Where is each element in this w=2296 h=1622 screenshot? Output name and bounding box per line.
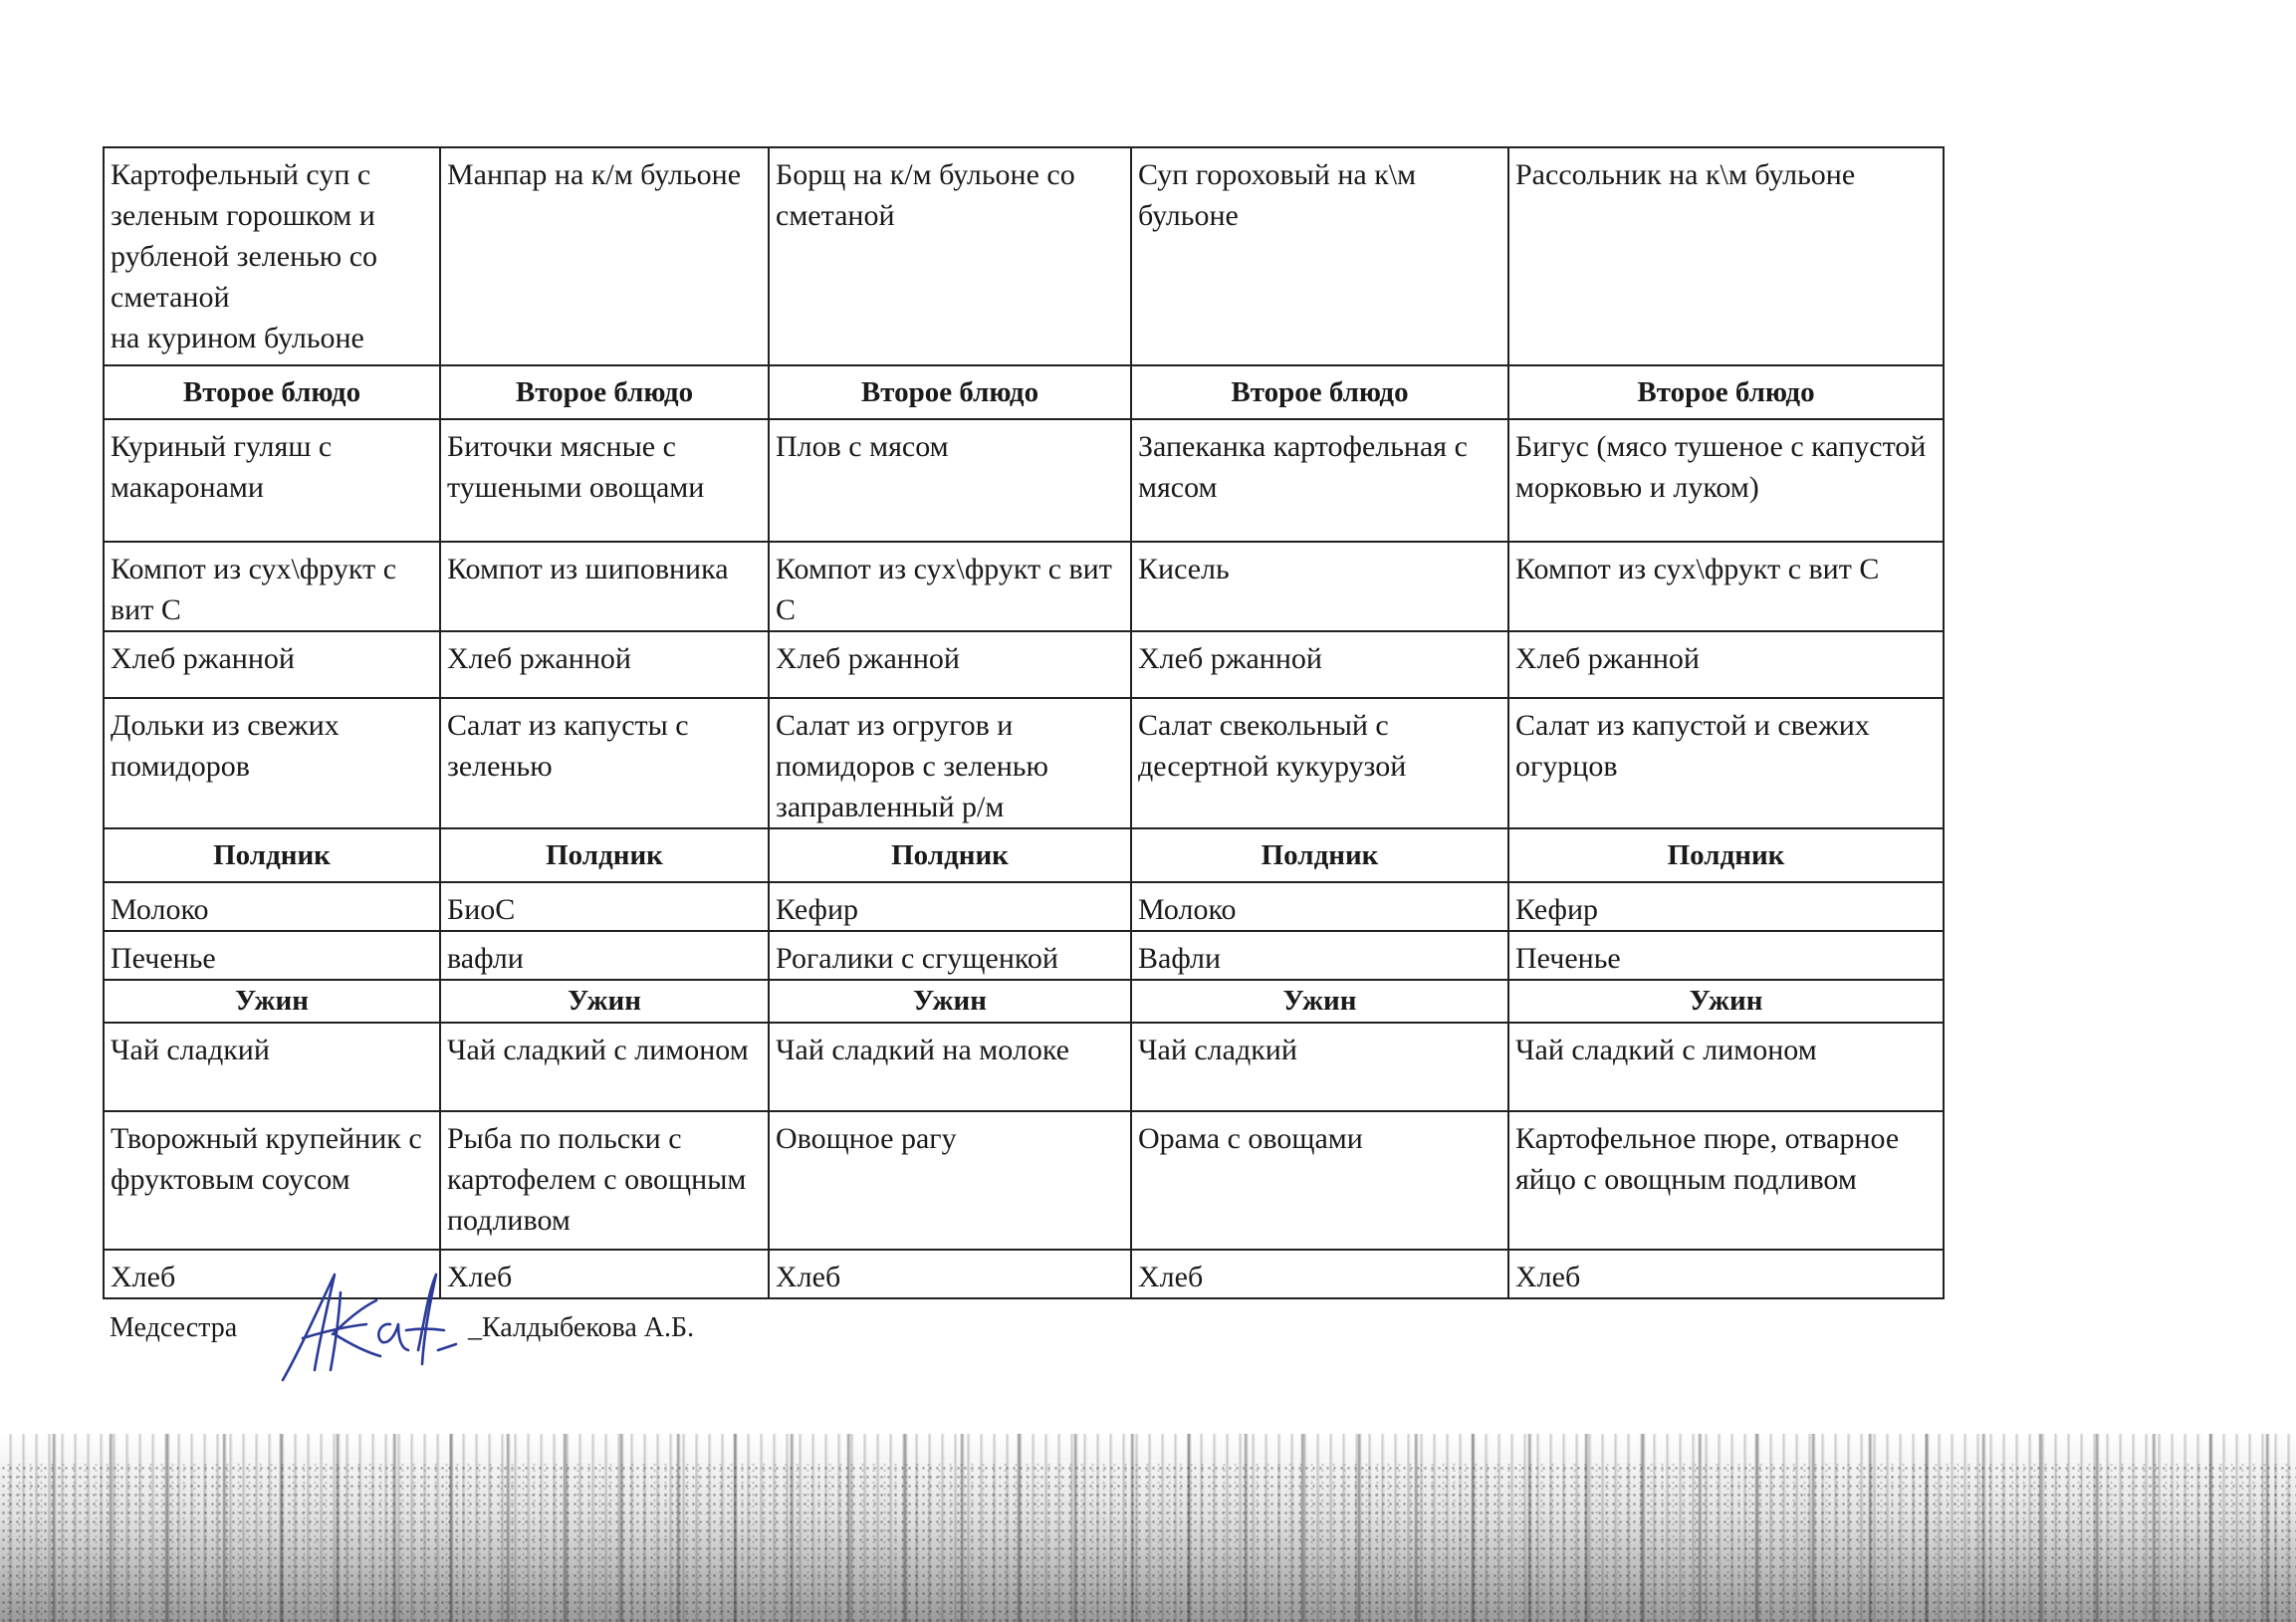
- menu-cell-tuesday: Манпар на к/м бульоне: [440, 147, 769, 365]
- menu-cell-thursday: Салат свекольный с десертной кукурузой: [1131, 698, 1508, 828]
- menu-cell-monday: Дольки из свежих помидоров: [104, 698, 440, 828]
- menu-cell-tuesday: Чай сладкий с лимоном: [440, 1023, 769, 1111]
- footer-role: Медсестра: [110, 1312, 238, 1343]
- section-header-cell-monday: Второе блюдо: [104, 365, 440, 419]
- section-header-cell-wednesday: Второе блюдо: [769, 365, 1131, 419]
- menu-cell-tuesday: Хлеб ржанной: [440, 631, 769, 698]
- menu-cell-friday: Кефир: [1508, 882, 1944, 931]
- menu-cell-wednesday: Хлеб ржанной: [769, 631, 1131, 698]
- menu-cell-thursday: Молоко: [1131, 882, 1508, 931]
- menu-cell-friday: Чай сладкий с лимоном: [1508, 1023, 1944, 1111]
- menu-cell-tuesday: Биточки мясные с тушеными овощами: [440, 419, 769, 542]
- menu-cell-wednesday: Чай сладкий на молоке: [769, 1023, 1131, 1111]
- menu-row: [104, 419, 1944, 542]
- menu-cell-thursday: Чай сладкий: [1131, 1023, 1508, 1111]
- menu-cell-wednesday: Салат из огругов и помидоров с зеленью заправленный р/м: [769, 698, 1131, 828]
- section-header-row: [104, 980, 1944, 1023]
- menu-cell-monday: Хлеб ржанной: [104, 631, 440, 698]
- menu-cell-thursday: Хлеб: [1131, 1250, 1508, 1298]
- menu-cell-monday: Печенье: [104, 931, 440, 980]
- menu-cell-wednesday: Компот из сух\фрукт с вит С: [769, 542, 1131, 631]
- menu-cell-tuesday: БиоС: [440, 882, 769, 931]
- menu-cell-thursday: Кисель: [1131, 542, 1508, 631]
- menu-cell-tuesday: Салат из капусты с зеленью: [440, 698, 769, 828]
- menu-row: [104, 542, 1944, 631]
- section-header-cell-monday: Ужин: [104, 980, 440, 1023]
- menu-cell-thursday: Орама с овощами: [1131, 1111, 1508, 1250]
- menu-row: [104, 1023, 1944, 1111]
- section-header-cell-thursday: Второе блюдо: [1131, 365, 1508, 419]
- menu-cell-friday: Хлеб: [1508, 1250, 1944, 1298]
- menu-row: [104, 698, 1944, 828]
- menu-cell-thursday: Хлеб ржанной: [1131, 631, 1508, 698]
- menu-cell-friday: Рассольник на к\м бульоне: [1508, 147, 1944, 365]
- menu-cell-tuesday: Рыба по польски с картофелем с овощным подливом: [440, 1111, 769, 1250]
- section-header-cell-tuesday: Ужин: [440, 980, 769, 1023]
- section-header-cell-tuesday: Второе блюдо: [440, 365, 769, 419]
- menu-table: [103, 146, 1945, 1299]
- menu-row: [104, 931, 1944, 980]
- menu-cell-monday: Чай сладкий: [104, 1023, 440, 1111]
- menu-cell-thursday: Суп гороховый на к\м бульоне: [1131, 147, 1508, 365]
- section-header-cell-monday: Полдник: [104, 828, 440, 882]
- menu-cell-monday: Творожный крупейник с фруктовым соусом: [104, 1111, 440, 1250]
- scan-artifact-dots: [0, 1464, 2296, 1622]
- menu-cell-monday: Молоко: [104, 882, 440, 931]
- section-header-row: [104, 828, 1944, 882]
- section-header-cell-wednesday: Полдник: [769, 828, 1131, 882]
- section-header-cell-friday: Ужин: [1508, 980, 1944, 1023]
- menu-cell-tuesday: Компот из шиповника: [440, 542, 769, 631]
- menu-row: [104, 882, 1944, 931]
- menu-cell-wednesday: Рогалики с сгущенкой: [769, 931, 1131, 980]
- menu-cell-friday: Салат из капустой и свежих огурцов: [1508, 698, 1944, 828]
- menu-cell-friday: Компот из сух\фрукт с вит С: [1508, 542, 1944, 631]
- section-header-cell-thursday: Ужин: [1131, 980, 1508, 1023]
- menu-cell-friday: Печенье: [1508, 931, 1944, 980]
- menu-cell-monday: Куриный гуляш с макаронами: [104, 419, 440, 542]
- menu-cell-wednesday: Хлеб: [769, 1250, 1131, 1298]
- menu-cell-thursday: Запеканка картофельная с мясом: [1131, 419, 1508, 542]
- menu-cell-wednesday: Плов с мясом: [769, 419, 1131, 542]
- menu-cell-wednesday: Кефир: [769, 882, 1131, 931]
- menu-cell-monday: Картофельный суп с зеленым горошком и рубленой зеленью со сметаной на курином бульоне: [104, 147, 440, 365]
- menu-cell-friday: Хлеб ржанной: [1508, 631, 1944, 698]
- menu-table-body: [104, 147, 1944, 1298]
- footer-name: _Калдыбекова А.Б.: [468, 1312, 695, 1343]
- section-header-cell-tuesday: Полдник: [440, 828, 769, 882]
- menu-row: [104, 631, 1944, 698]
- menu-cell-monday: Хлеб: [104, 1250, 440, 1298]
- section-header-row: [104, 365, 1944, 419]
- section-header-cell-wednesday: Ужин: [769, 980, 1131, 1023]
- menu-cell-tuesday: Хлеб: [440, 1250, 769, 1298]
- signature-icon: [269, 1253, 458, 1392]
- menu-cell-monday: Компот из сух\фрукт с вит С: [104, 542, 440, 631]
- menu-row: [104, 147, 1944, 365]
- menu-cell-friday: Картофельное пюре, отварное яйцо с овощным подливом: [1508, 1111, 1944, 1250]
- menu-row: [104, 1111, 1944, 1250]
- section-header-cell-friday: Второе блюдо: [1508, 365, 1944, 419]
- menu-cell-wednesday: Овощное рагу: [769, 1111, 1131, 1250]
- menu-cell-tuesday: вафли: [440, 931, 769, 980]
- menu-cell-thursday: Вафли: [1131, 931, 1508, 980]
- menu-cell-wednesday: Борщ на к/м бульоне со сметаной: [769, 147, 1131, 365]
- menu-cell-friday: Бигус (мясо тушеное с капустой морковью и луком): [1508, 419, 1944, 542]
- section-header-cell-friday: Полдник: [1508, 828, 1944, 882]
- section-header-cell-thursday: Полдник: [1131, 828, 1508, 882]
